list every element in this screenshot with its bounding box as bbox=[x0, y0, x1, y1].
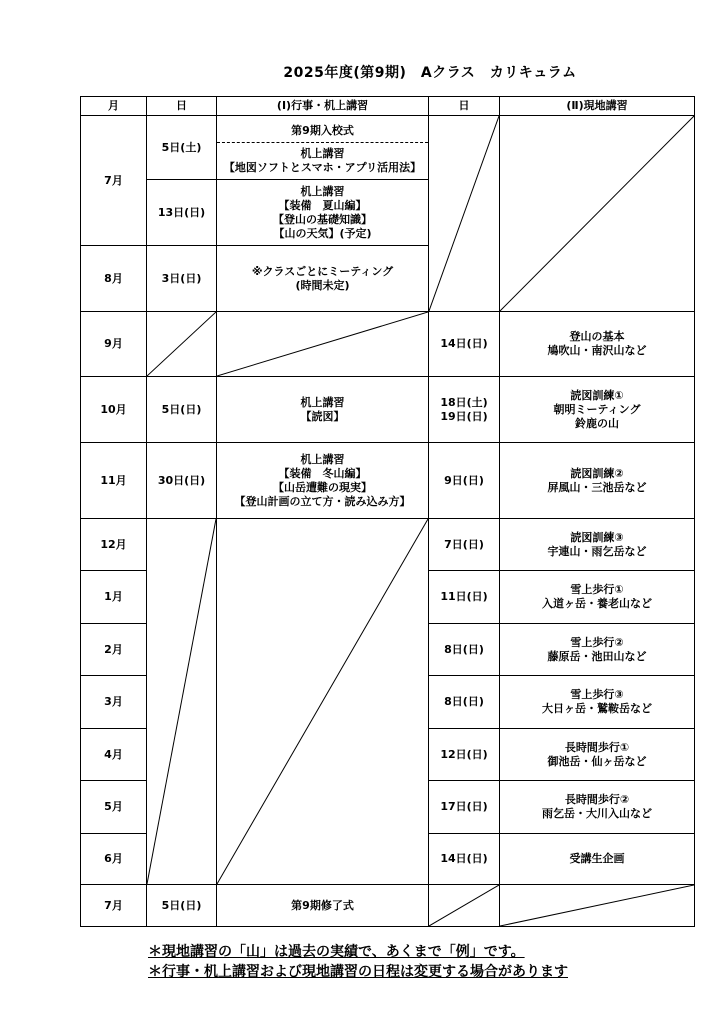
day-cell: 13日(日) bbox=[147, 180, 217, 246]
field-line: 長時間歩行① bbox=[564, 740, 630, 754]
day-cell: 3日(日) bbox=[147, 246, 217, 312]
event-line: 第9期入校式 bbox=[217, 120, 428, 143]
event-line: 【登山の基礎知識】 bbox=[273, 212, 372, 226]
diagonal-line bbox=[147, 312, 216, 376]
empty-diagonal-cell bbox=[217, 312, 429, 377]
footnotes bbox=[148, 942, 568, 982]
empty-diagonal-cell bbox=[147, 519, 217, 885]
field-cell bbox=[500, 834, 695, 885]
field-line: 長時間歩行② bbox=[564, 793, 630, 806]
day-cell: 5日(日) bbox=[147, 377, 217, 443]
day-cell: 30日(日) bbox=[147, 443, 217, 519]
diagonal-line bbox=[500, 885, 694, 926]
field-day-cell: 14日(日) bbox=[429, 312, 500, 377]
diagonal-line bbox=[500, 116, 694, 311]
curriculum-table bbox=[80, 96, 695, 927]
event-cell bbox=[217, 246, 429, 312]
field-line: 雨乞岳・大川入山など bbox=[542, 807, 652, 820]
empty-diagonal-cell bbox=[147, 312, 217, 377]
field-day-cell: 8日(日) bbox=[429, 676, 500, 729]
table-row bbox=[81, 885, 695, 927]
field-line: 大日ヶ岳・鷲鞍岳など bbox=[542, 702, 652, 715]
field-day-cell: 14日(日) bbox=[429, 834, 500, 885]
field-day-cell bbox=[429, 377, 500, 443]
field-line: 雪上歩行① bbox=[570, 583, 624, 596]
header-month: 月 bbox=[81, 97, 147, 116]
event-line: 机上講習 bbox=[300, 452, 345, 466]
month-cell: 5月 bbox=[81, 781, 147, 834]
month-cell: 2月 bbox=[81, 624, 147, 676]
month-cell: 7月 bbox=[81, 885, 147, 927]
month-cell: 3月 bbox=[81, 676, 147, 729]
empty-diagonal-cell bbox=[429, 116, 500, 312]
field-line: 読図訓練③ bbox=[570, 530, 624, 544]
event-line: 【読図】 bbox=[300, 409, 345, 423]
field-cell bbox=[500, 443, 695, 519]
empty-diagonal-cell bbox=[429, 885, 500, 927]
field-day-line: 19日(日) bbox=[440, 409, 488, 423]
empty-diagonal-cell bbox=[217, 519, 429, 885]
month-cell: 6月 bbox=[81, 834, 147, 885]
month-cell: 10月 bbox=[81, 377, 147, 443]
empty-diagonal-cell bbox=[500, 116, 695, 312]
diagonal-line bbox=[429, 885, 499, 926]
month-cell: 7月 bbox=[81, 116, 147, 246]
field-day-line: 18日(土) bbox=[440, 395, 488, 409]
header-events: (Ⅰ)行事・机上講習 bbox=[217, 97, 429, 116]
field-day-cell: 17日(日) bbox=[429, 781, 500, 834]
field-cell bbox=[500, 676, 695, 729]
header-day-field: 日 bbox=[429, 97, 500, 116]
field-line: 御池岳・仙ヶ岳など bbox=[547, 754, 647, 768]
month-cell: 8月 bbox=[81, 246, 147, 312]
field-day-cell: 11日(日) bbox=[429, 571, 500, 624]
field-line: 屏風山・三池岳など bbox=[547, 480, 647, 494]
field-line: 雪上歩行② bbox=[570, 635, 624, 649]
month-cell: 11月 bbox=[81, 443, 147, 519]
field-line: 鈴鹿の山 bbox=[575, 416, 619, 430]
field-line: 読図訓練① bbox=[570, 388, 624, 402]
diagonal-line bbox=[147, 519, 216, 884]
event-line: 机上講習 bbox=[300, 184, 345, 198]
field-day-cell: 7日(日) bbox=[429, 519, 500, 571]
event-line: 【地図ソフトとスマホ・アプリ活用法】 bbox=[223, 161, 422, 174]
field-line: 入道ヶ岳・養老山など bbox=[542, 597, 652, 610]
field-line: 登山の基本 bbox=[569, 330, 625, 343]
event-line: 【山の天気】(予定) bbox=[273, 226, 372, 240]
header-row bbox=[81, 97, 695, 116]
field-cell bbox=[500, 519, 695, 571]
diagonal-line bbox=[217, 312, 428, 376]
event-cell bbox=[217, 443, 429, 519]
table-row bbox=[81, 116, 695, 180]
footnote: ＊現地講習の「山」は過去の実績で、あくまで「例」です。 bbox=[148, 944, 525, 960]
field-line: 朝明ミーティング bbox=[553, 402, 641, 416]
diagonal-line bbox=[429, 116, 499, 311]
table-row bbox=[81, 443, 695, 519]
event-line: 【登山計画の立て方・読み込み方】 bbox=[234, 494, 411, 508]
field-cell bbox=[500, 377, 695, 443]
diagonal-line bbox=[217, 519, 428, 884]
day-cell: 5日(土) bbox=[147, 116, 217, 180]
field-line: 雪上歩行③ bbox=[570, 688, 624, 701]
table-row bbox=[81, 377, 695, 443]
field-line: 鳩吹山・南沢山など bbox=[547, 344, 647, 357]
field-cell bbox=[500, 312, 695, 377]
month-cell: 4月 bbox=[81, 729, 147, 781]
event-line: 【山岳遭難の現実】 bbox=[273, 480, 372, 494]
table-row bbox=[81, 519, 695, 571]
field-day-cell: 9日(日) bbox=[429, 443, 500, 519]
event-line: 【装備 冬山編】 bbox=[278, 466, 367, 480]
field-cell bbox=[500, 729, 695, 781]
event-cell: 第9期修了式 bbox=[217, 885, 429, 927]
month-cell: 12月 bbox=[81, 519, 147, 571]
event-line: (時間未定) bbox=[295, 278, 350, 292]
event-cell bbox=[217, 116, 429, 180]
field-day-cell: 8日(日) bbox=[429, 624, 500, 676]
day-cell: 5日(日) bbox=[147, 885, 217, 927]
event-cell bbox=[217, 377, 429, 443]
page-title: 2025年度(第9期) Aクラス カリキュラム bbox=[283, 65, 577, 81]
month-cell: 1月 bbox=[81, 571, 147, 624]
event-line: 机上講習 bbox=[300, 395, 345, 409]
event-line: 机上講習 bbox=[300, 147, 345, 160]
empty-diagonal-cell bbox=[500, 885, 695, 927]
field-line: 藤原岳・池田山など bbox=[547, 649, 647, 663]
field-cell bbox=[500, 571, 695, 624]
month-cell: 9月 bbox=[81, 312, 147, 377]
field-line: 受講生企画 bbox=[569, 852, 625, 865]
event-line: 【装備 夏山編】 bbox=[278, 198, 367, 212]
footnote: ＊行事・机上講習および現地講習の日程は変更する場合があります bbox=[148, 964, 568, 980]
field-cell bbox=[500, 624, 695, 676]
event-line: ※クラスごとにミーティング bbox=[251, 264, 394, 278]
header-field: (Ⅱ)現地講習 bbox=[500, 97, 695, 116]
field-line: 宇連山・雨乞岳など bbox=[547, 544, 647, 558]
header-day: 日 bbox=[147, 97, 217, 116]
field-day-cell: 12日(日) bbox=[429, 729, 500, 781]
table-row bbox=[81, 312, 695, 377]
field-cell bbox=[500, 781, 695, 834]
event-cell bbox=[217, 180, 429, 246]
field-line: 読図訓練② bbox=[570, 466, 624, 480]
